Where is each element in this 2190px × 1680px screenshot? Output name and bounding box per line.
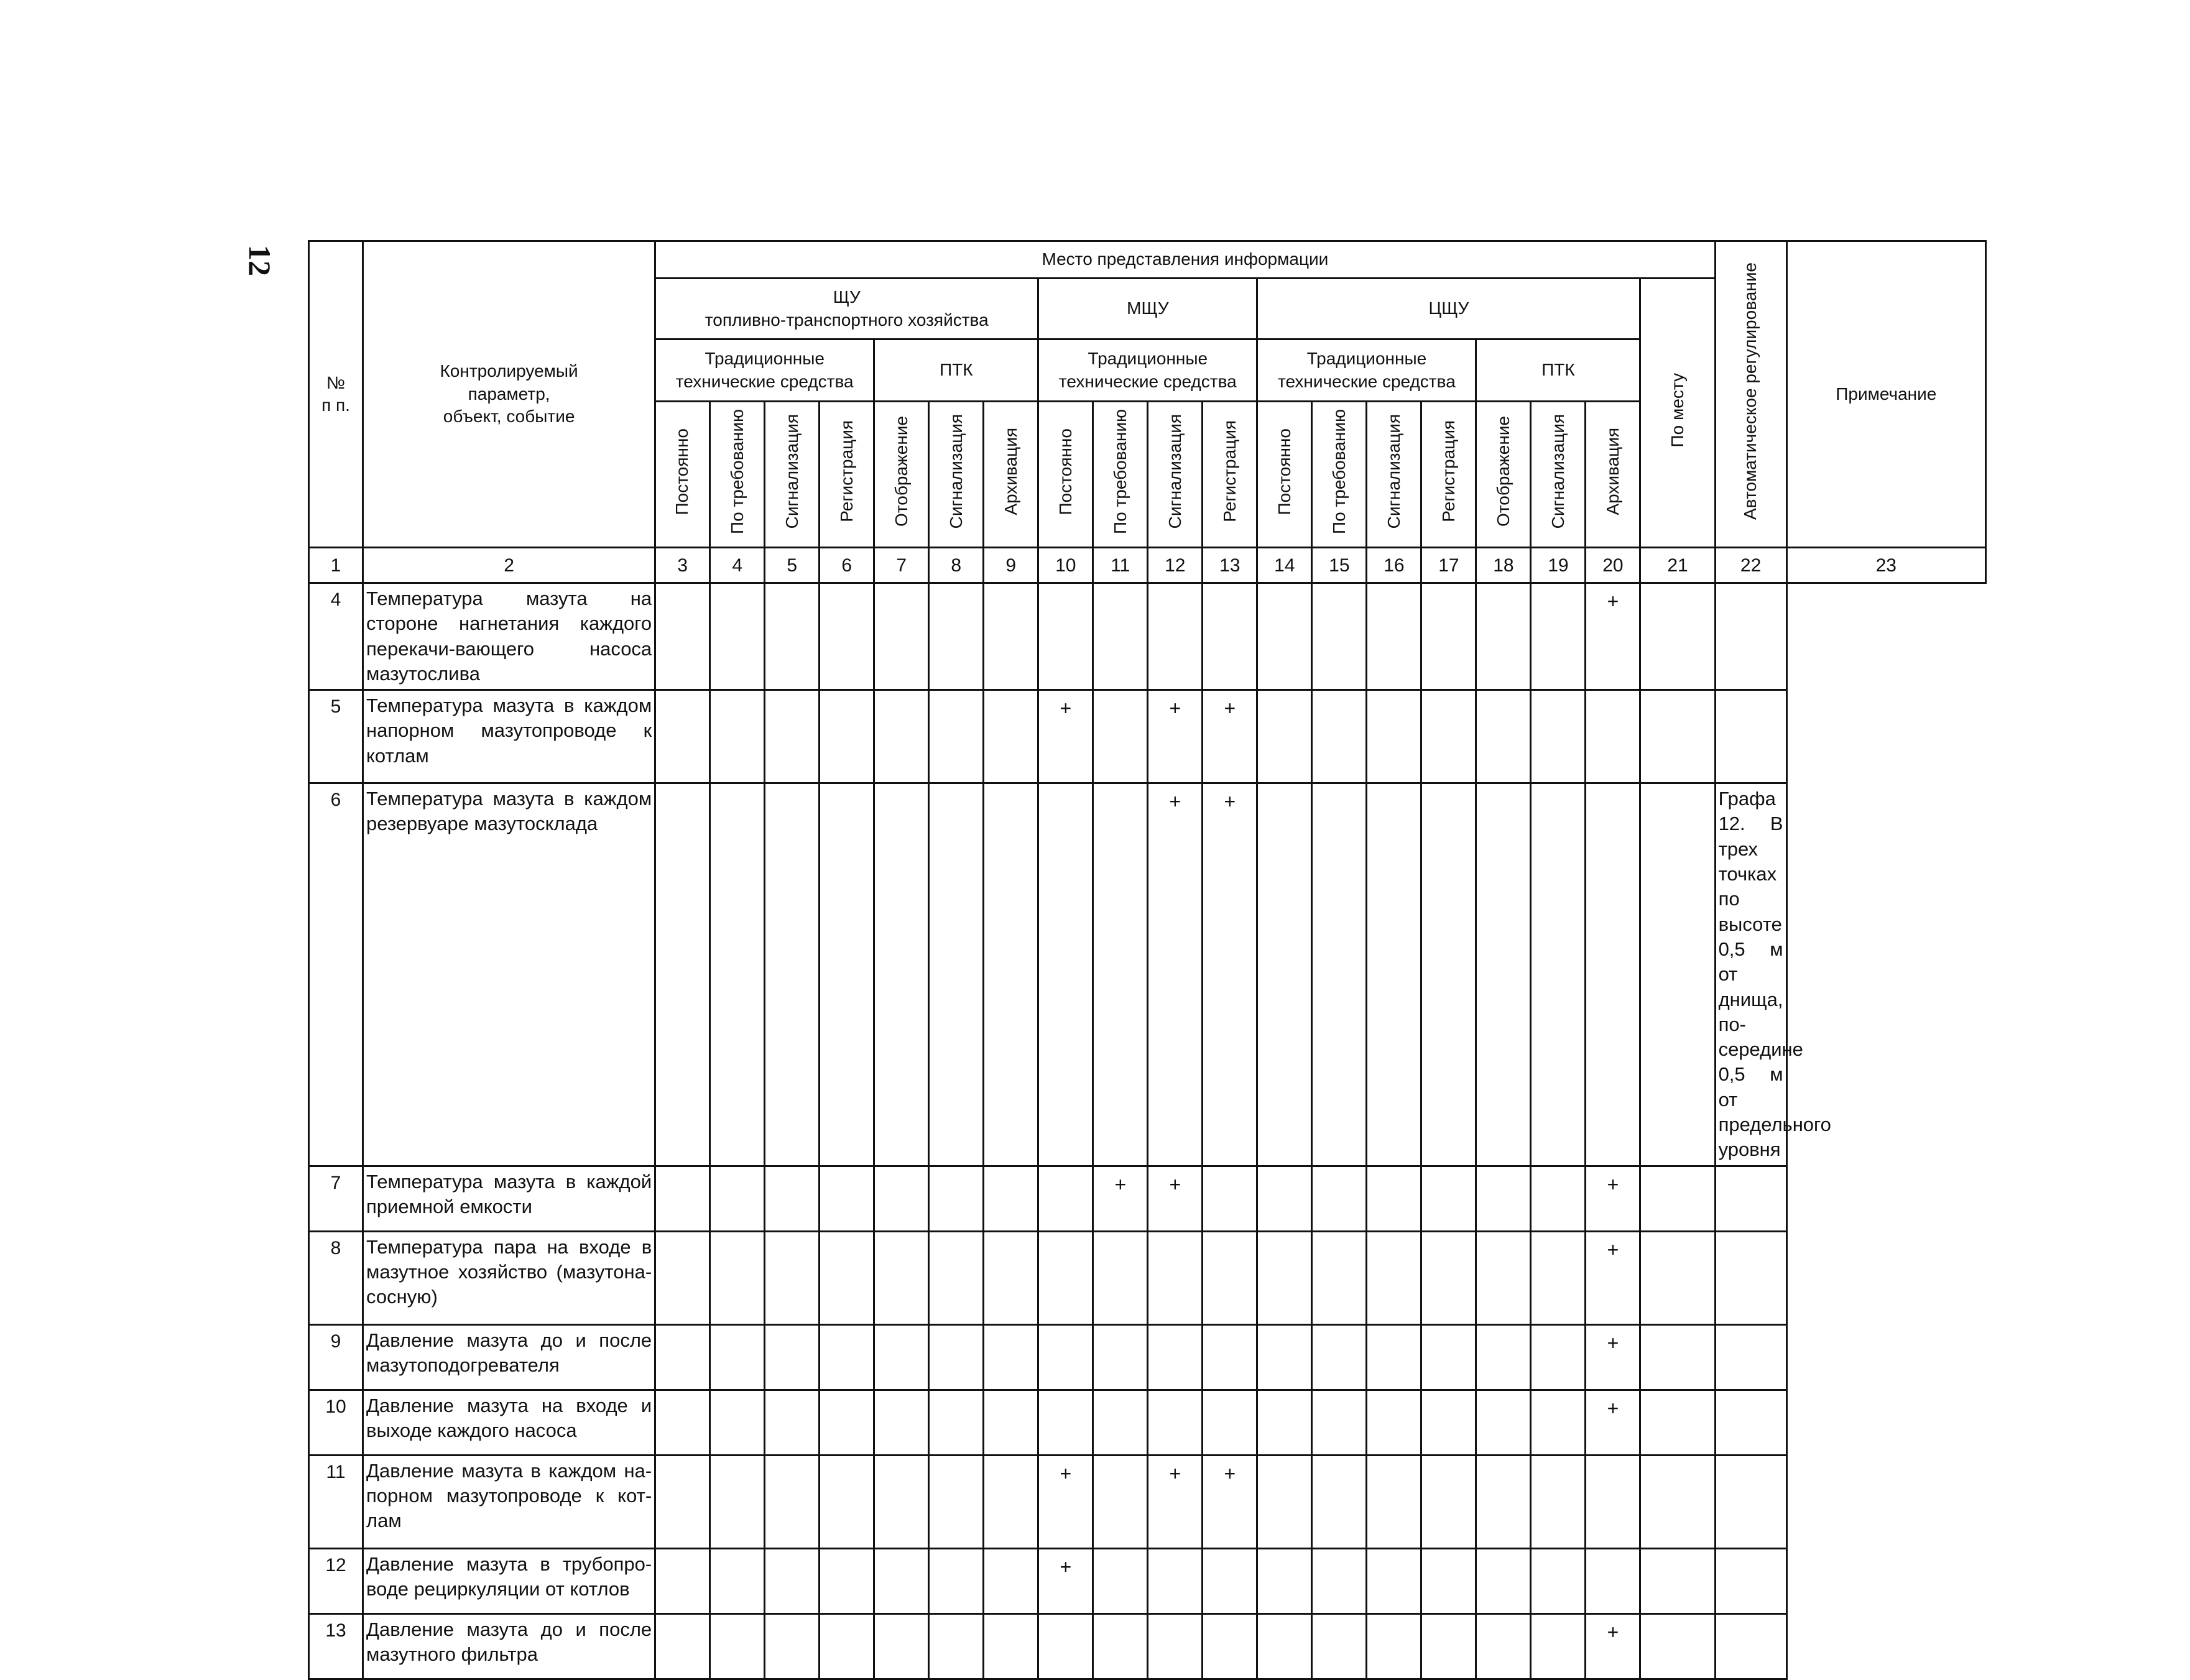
- mark-cell: [1421, 1166, 1476, 1231]
- column-number: 15: [1312, 548, 1367, 583]
- mark-cell: [1257, 1166, 1312, 1231]
- mark-cell: [874, 690, 929, 783]
- mark-cell: [1312, 1390, 1367, 1455]
- mark-cell: [1476, 1455, 1531, 1548]
- subheader-shchu-3: Сигнализация: [765, 402, 820, 548]
- mark-cell: [655, 1613, 710, 1679]
- table-row: [309, 1231, 1986, 1324]
- mark-cell: [1038, 783, 1093, 1166]
- mark-cell: [1038, 583, 1093, 690]
- mark-cell: [1312, 583, 1367, 690]
- mark-cell: [655, 1166, 710, 1231]
- mark-cell: [1531, 583, 1586, 690]
- mark-cell: [1367, 1548, 1421, 1613]
- mark-cell: +: [1148, 1455, 1203, 1548]
- row-note: [1715, 583, 1786, 690]
- mark-cell: [874, 1324, 929, 1390]
- mark-cell: [820, 1548, 874, 1613]
- page-number: 12: [243, 245, 277, 276]
- mark-cell: +: [1586, 1613, 1640, 1679]
- mark-cell: [820, 1231, 874, 1324]
- mark-cell: [655, 690, 710, 783]
- column-number: 3: [655, 548, 710, 583]
- row-number: 5: [309, 690, 363, 783]
- mark-cell: [1257, 1613, 1312, 1679]
- mark-cell: [765, 1455, 820, 1548]
- mark-cell: +: [1203, 690, 1257, 783]
- header-trad-3: Традиционные технические средства: [1257, 339, 1476, 402]
- mark-cell: [1257, 783, 1312, 1166]
- mark-cell: [929, 1613, 984, 1679]
- mark-cell: +: [1148, 1166, 1203, 1231]
- table-row: [309, 783, 1986, 1166]
- mark-cell: [710, 1166, 765, 1231]
- subheader-shchu-2: По требованию: [710, 402, 765, 548]
- row-number: 12: [309, 1548, 363, 1613]
- mark-cell: [874, 1548, 929, 1613]
- mark-cell: [1148, 1548, 1203, 1613]
- row-number: 8: [309, 1231, 363, 1324]
- mark-cell: [1531, 1231, 1586, 1324]
- row-parameter: Температура мазута в каждой приемной емкости: [363, 1166, 655, 1231]
- mark-cell: [765, 690, 820, 783]
- mark-cell: [1257, 583, 1312, 690]
- subheader-mshchu-3: Сигнализация: [1148, 402, 1203, 548]
- subheader-shchu-ptk-2: Сигнализация: [929, 402, 984, 548]
- column-number: 7: [874, 548, 929, 583]
- mark-cell: [1257, 1390, 1312, 1455]
- mark-cell: [874, 1455, 929, 1548]
- mark-cell: [984, 1231, 1038, 1324]
- row-number: 4: [309, 583, 363, 690]
- mark-cell: [1367, 690, 1421, 783]
- column-number: 17: [1421, 548, 1476, 583]
- row-number: 11: [309, 1455, 363, 1548]
- header-trad-1: Традиционные технические средства: [655, 339, 874, 402]
- table-row: [309, 1613, 1986, 1679]
- mark-cell: [765, 1390, 820, 1455]
- mark-cell: [1531, 1390, 1586, 1455]
- mark-cell: [1093, 583, 1148, 690]
- mark-cell: +: [1586, 583, 1640, 690]
- mark-cell: [1148, 1613, 1203, 1679]
- column-number: 13: [1203, 548, 1257, 583]
- mark-cell: [1586, 690, 1640, 783]
- column-number: 14: [1257, 548, 1312, 583]
- mark-cell: [1476, 1613, 1531, 1679]
- mark-cell: [655, 1390, 710, 1455]
- mark-cell: +: [1586, 1166, 1640, 1231]
- mark-cell: [655, 1455, 710, 1548]
- mark-cell: [1312, 1613, 1367, 1679]
- subheader-tsshchu-2: По требованию: [1312, 402, 1367, 548]
- header-note: Примечание: [1786, 241, 1985, 548]
- mark-cell: [1476, 690, 1531, 783]
- mark-cell: [1093, 1613, 1148, 1679]
- column-number: 21: [1640, 548, 1715, 583]
- subheader-shchu-ptk-3: Архивация: [984, 402, 1038, 548]
- row-parameter: Давление мазута в трубопро-воде рециркуляции от котлов: [363, 1548, 655, 1613]
- header-ptk-3: ПТК: [1476, 339, 1640, 402]
- mark-cell: [1476, 583, 1531, 690]
- mark-cell: [1093, 1548, 1148, 1613]
- mark-cell: [1312, 1324, 1367, 1390]
- mark-cell: [1093, 1455, 1148, 1548]
- row-number: 9: [309, 1324, 363, 1390]
- mark-cell: [1312, 1166, 1367, 1231]
- mark-cell: [710, 1455, 765, 1548]
- mark-cell: [1476, 1166, 1531, 1231]
- column-number: 16: [1367, 548, 1421, 583]
- mark-cell: [1203, 1390, 1257, 1455]
- subheader-shchu-4: Регистрация: [820, 402, 874, 548]
- row-note: [1715, 1324, 1786, 1390]
- header-group-tsshchu: ЦЩУ: [1257, 279, 1640, 339]
- mark-cell: [1203, 1231, 1257, 1324]
- mark-cell: [820, 690, 874, 783]
- mark-cell: [655, 1231, 710, 1324]
- table-row: [309, 690, 1986, 783]
- mark-cell: [1640, 583, 1715, 690]
- mark-cell: +: [1586, 1390, 1640, 1455]
- mark-cell: [1421, 1324, 1476, 1390]
- mark-cell: [1476, 1390, 1531, 1455]
- mark-cell: [1312, 783, 1367, 1166]
- mark-cell: [1640, 1613, 1715, 1679]
- mark-cell: [710, 783, 765, 1166]
- mark-cell: [929, 1548, 984, 1613]
- mark-cell: [710, 583, 765, 690]
- mark-cell: [1203, 1548, 1257, 1613]
- row-parameter: Температура мазута в каждом напорном мазутопроводе к котлам: [363, 690, 655, 783]
- mark-cell: [1038, 1166, 1093, 1231]
- mark-cell: [1093, 1324, 1148, 1390]
- row-parameter: Давление мазута до и после мазутного фильтра: [363, 1613, 655, 1679]
- mark-cell: [929, 1324, 984, 1390]
- row-number: 10: [309, 1390, 363, 1455]
- mark-cell: [1531, 783, 1586, 1166]
- mark-cell: [1476, 783, 1531, 1166]
- column-number: 19: [1531, 548, 1586, 583]
- table-row: [309, 1390, 1986, 1455]
- mark-cell: [1421, 1390, 1476, 1455]
- mark-cell: +: [1038, 1455, 1093, 1548]
- mark-cell: [874, 583, 929, 690]
- mark-cell: [710, 1390, 765, 1455]
- row-note: [1715, 1613, 1786, 1679]
- column-number: 12: [1148, 548, 1203, 583]
- header-trad-2: Традиционные технические средства: [1038, 339, 1257, 402]
- mark-cell: [820, 1455, 874, 1548]
- mark-cell: [1148, 1231, 1203, 1324]
- mark-cell: [765, 1613, 820, 1679]
- mark-cell: [874, 783, 929, 1166]
- mark-cell: [1312, 1548, 1367, 1613]
- subheader-mshchu-1: Постоянно: [1038, 402, 1093, 548]
- column-number: 11: [1093, 548, 1148, 583]
- mark-cell: [820, 1324, 874, 1390]
- row-parameter: Температура мазута в каждом резервуаре мазутосклада: [363, 783, 655, 1166]
- mark-cell: [874, 1166, 929, 1231]
- column-number: 22: [1715, 548, 1786, 583]
- mark-cell: [1531, 1548, 1586, 1613]
- mark-cell: [1203, 1613, 1257, 1679]
- mark-cell: [820, 783, 874, 1166]
- mark-cell: [820, 1613, 874, 1679]
- mark-cell: [874, 1390, 929, 1455]
- mark-cell: [1312, 690, 1367, 783]
- mark-cell: +: [1203, 783, 1257, 1166]
- table-row: [309, 1455, 1986, 1548]
- mark-cell: [820, 1166, 874, 1231]
- subheader-tsshchu-1: Постоянно: [1257, 402, 1312, 548]
- mark-cell: [1531, 1166, 1586, 1231]
- table-row: [309, 1166, 1986, 1231]
- mark-cell: [1367, 1390, 1421, 1455]
- mark-cell: [1421, 1613, 1476, 1679]
- column-number: 10: [1038, 548, 1093, 583]
- column-number: 8: [929, 548, 984, 583]
- header-ptk-1: ПТК: [874, 339, 1038, 402]
- mark-cell: [984, 1324, 1038, 1390]
- mark-cell: [655, 583, 710, 690]
- mark-cell: [1038, 1390, 1093, 1455]
- mark-cell: [1312, 1455, 1367, 1548]
- mark-cell: +: [1586, 1324, 1640, 1390]
- mark-cell: [1640, 690, 1715, 783]
- mark-cell: +: [1203, 1455, 1257, 1548]
- header-auto-regulation: Автоматическое регулирование: [1715, 241, 1786, 548]
- mark-cell: [1367, 1613, 1421, 1679]
- mark-cell: [1203, 1166, 1257, 1231]
- row-note: Графа 12. В трех точках по высоте 0,5 м от днища, по-середине 0,5 м от предельного уровня: [1715, 783, 1786, 1166]
- subheader-mshchu-4: Регистрация: [1203, 402, 1257, 548]
- mark-cell: [765, 1324, 820, 1390]
- mark-cell: [655, 1548, 710, 1613]
- mark-cell: [1257, 690, 1312, 783]
- mark-cell: [765, 1231, 820, 1324]
- mark-cell: [1312, 1231, 1367, 1324]
- column-number: 20: [1586, 548, 1640, 583]
- row-number: 6: [309, 783, 363, 1166]
- mark-cell: [1367, 1231, 1421, 1324]
- row-parameter: Давление мазута до и после мазутоподогревателя: [363, 1324, 655, 1390]
- header-group-shchu: ЩУ топливно-транспортного хозяйства: [655, 279, 1038, 339]
- subheader-tsshchu-ptk-1: Отображение: [1476, 402, 1531, 548]
- mark-cell: [929, 1455, 984, 1548]
- mark-cell: [1586, 1455, 1640, 1548]
- column-number: 6: [820, 548, 874, 583]
- mark-cell: [984, 783, 1038, 1166]
- document-table-wrapper: [308, 240, 1987, 1665]
- table-row: [309, 1548, 1986, 1613]
- row-parameter: Температура мазута на стороне нагнетания каждого перекачи-вающего насоса мазутослива: [363, 583, 655, 690]
- mark-cell: [1038, 1324, 1093, 1390]
- mark-cell: [1203, 583, 1257, 690]
- mark-cell: [929, 1166, 984, 1231]
- mark-cell: [1640, 783, 1715, 1166]
- column-number: 9: [984, 548, 1038, 583]
- mark-cell: [1257, 1455, 1312, 1548]
- mark-cell: [1257, 1548, 1312, 1613]
- mark-cell: [820, 1390, 874, 1455]
- mark-cell: [1421, 1548, 1476, 1613]
- mark-cell: [1531, 1613, 1586, 1679]
- mark-cell: [1640, 1231, 1715, 1324]
- mark-cell: [874, 1231, 929, 1324]
- table-row: [309, 583, 1986, 690]
- column-number: 5: [765, 548, 820, 583]
- mark-cell: [929, 690, 984, 783]
- mark-cell: [1421, 690, 1476, 783]
- mark-cell: [1148, 1324, 1203, 1390]
- mark-cell: [1203, 1324, 1257, 1390]
- mark-cell: [1531, 690, 1586, 783]
- mark-cell: +: [1148, 690, 1203, 783]
- mark-cell: [984, 1548, 1038, 1613]
- mark-cell: [1640, 1548, 1715, 1613]
- column-number: 4: [710, 548, 765, 583]
- mark-cell: [1640, 1390, 1715, 1455]
- row-number: 13: [309, 1613, 363, 1679]
- mark-cell: +: [1586, 1231, 1640, 1324]
- row-note: [1715, 1548, 1786, 1613]
- mark-cell: [984, 1390, 1038, 1455]
- mark-cell: [1038, 1231, 1093, 1324]
- mark-cell: [929, 1231, 984, 1324]
- mark-cell: +: [1148, 783, 1203, 1166]
- mark-cell: [984, 1166, 1038, 1231]
- mark-cell: [1421, 1231, 1476, 1324]
- mark-cell: [710, 1324, 765, 1390]
- row-parameter: Давление мазута в каждом на-порном мазутопроводе к кот-лам: [363, 1455, 655, 1548]
- table-row: [309, 1324, 1986, 1390]
- mark-cell: [1148, 583, 1203, 690]
- mark-cell: [984, 1613, 1038, 1679]
- mark-cell: [765, 1166, 820, 1231]
- column-number: 23: [1786, 548, 1985, 583]
- subheader-tsshchu-4: Регистрация: [1421, 402, 1476, 548]
- mark-cell: [1421, 1455, 1476, 1548]
- mark-cell: [929, 583, 984, 690]
- subheader-tsshchu-ptk-2: Сигнализация: [1531, 402, 1586, 548]
- mark-cell: [929, 783, 984, 1166]
- mark-cell: [710, 1613, 765, 1679]
- row-number: 7: [309, 1166, 363, 1231]
- row-parameter: Температура пара на входе в мазутное хозяйство (мазутона-сосную): [363, 1231, 655, 1324]
- row-note: [1715, 690, 1786, 783]
- mark-cell: [1367, 1324, 1421, 1390]
- header-group-mshchu: МЩУ: [1038, 279, 1257, 339]
- mark-cell: [655, 783, 710, 1166]
- mark-cell: [1640, 1166, 1715, 1231]
- row-note: [1715, 1166, 1786, 1231]
- mark-cell: [765, 1548, 820, 1613]
- header-local: По месту: [1640, 279, 1715, 548]
- mark-cell: [1148, 1390, 1203, 1455]
- mark-cell: [1586, 1548, 1640, 1613]
- mark-cell: [1476, 1324, 1531, 1390]
- mark-cell: [655, 1324, 710, 1390]
- mark-cell: [1093, 1390, 1148, 1455]
- subheader-shchu-ptk-1: Отображение: [874, 402, 929, 548]
- row-parameter: Давление мазута на входе и выходе каждого насоса: [363, 1390, 655, 1455]
- column-number: 1: [309, 548, 363, 583]
- subheader-shchu-1: Постоянно: [655, 402, 710, 548]
- monitoring-table: [308, 240, 1987, 1680]
- mark-cell: [1367, 783, 1421, 1166]
- mark-cell: [710, 690, 765, 783]
- column-number: 18: [1476, 548, 1531, 583]
- mark-cell: [820, 583, 874, 690]
- column-number: 2: [363, 548, 655, 583]
- mark-cell: +: [1093, 1166, 1148, 1231]
- row-note: [1715, 1231, 1786, 1324]
- mark-cell: [1421, 583, 1476, 690]
- mark-cell: [874, 1613, 929, 1679]
- mark-cell: [1257, 1231, 1312, 1324]
- row-note: [1715, 1390, 1786, 1455]
- mark-cell: [1531, 1455, 1586, 1548]
- mark-cell: [1640, 1455, 1715, 1548]
- mark-cell: [1586, 783, 1640, 1166]
- subheader-tsshchu-3: Сигнализация: [1367, 402, 1421, 548]
- mark-cell: [1476, 1548, 1531, 1613]
- mark-cell: [1531, 1324, 1586, 1390]
- mark-cell: [710, 1231, 765, 1324]
- header-place-info: Место представления информации: [655, 241, 1715, 279]
- mark-cell: [1257, 1324, 1312, 1390]
- mark-cell: [1640, 1324, 1715, 1390]
- mark-cell: [1093, 690, 1148, 783]
- row-note: [1715, 1455, 1786, 1548]
- subheader-tsshchu-ptk-3: Архивация: [1586, 402, 1640, 548]
- mark-cell: [765, 783, 820, 1166]
- mark-cell: [984, 1455, 1038, 1548]
- mark-cell: [1367, 1166, 1421, 1231]
- mark-cell: [1038, 1613, 1093, 1679]
- mark-cell: +: [1038, 690, 1093, 783]
- mark-cell: [765, 583, 820, 690]
- mark-cell: [710, 1548, 765, 1613]
- mark-cell: [1367, 1455, 1421, 1548]
- mark-cell: [1093, 1231, 1148, 1324]
- mark-cell: [1421, 783, 1476, 1166]
- mark-cell: [984, 583, 1038, 690]
- mark-cell: +: [1038, 1548, 1093, 1613]
- subheader-mshchu-2: По требованию: [1093, 402, 1148, 548]
- mark-cell: [1093, 783, 1148, 1166]
- header-no: № п п.: [309, 241, 363, 548]
- mark-cell: [1367, 583, 1421, 690]
- mark-cell: [1476, 1231, 1531, 1324]
- mark-cell: [929, 1390, 984, 1455]
- mark-cell: [984, 690, 1038, 783]
- header-param: Контролируемый параметр, объект, событие: [363, 241, 655, 548]
